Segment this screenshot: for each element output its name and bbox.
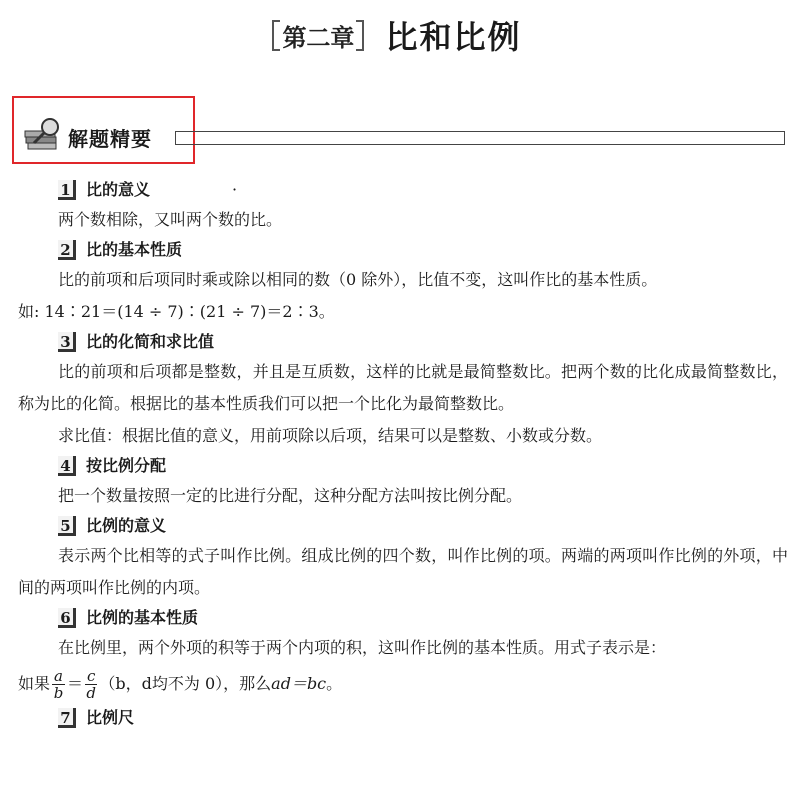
chapter-name: 比和比例 — [385, 18, 522, 56]
numerator: a — [54, 666, 63, 685]
item-number: 6 — [58, 608, 76, 628]
item-4 — [18, 452, 788, 512]
item-3 — [18, 328, 788, 452]
item-heading — [58, 328, 788, 356]
chapter-title — [0, 12, 800, 58]
numerator: c — [86, 666, 96, 685]
example-line: 如: 14∶21＝(14 ÷ 7)∶(21 ÷ 7)＝2∶3。 — [18, 302, 335, 321]
formula-result: ad＝bc — [271, 674, 327, 693]
magnifier-book-icon — [24, 115, 68, 155]
item-paragraph: 在比例里，两个外项的积等于两个内项的积，这叫作比例的基本性质。用式子表示是： — [58, 638, 667, 657]
item-paragraph: 两个数相除，又叫两个数的比。 — [58, 210, 283, 229]
item-heading — [58, 512, 788, 540]
item-paragraph: 比的前项和后项都是整数，并且是互质数，这样的比就是最简整数比。把两个数的比化成最简整数比，称为比的化简。根据比的基本性质我们可以把一个比化为最简整数比。 — [18, 362, 788, 413]
item-heading — [58, 236, 788, 264]
item-heading — [58, 604, 788, 632]
proportion-formula — [18, 664, 788, 704]
item-5 — [18, 512, 788, 604]
item-number: 5 — [58, 516, 76, 536]
section-header — [18, 113, 783, 153]
item-number: 7 — [58, 708, 76, 728]
item-number: 2 — [58, 240, 76, 260]
item-number: 3 — [58, 332, 76, 352]
item-1 — [18, 176, 788, 236]
equals-sign: ＝ — [66, 674, 83, 693]
fraction-a-over-b — [52, 668, 65, 701]
fraction-c-over-d — [85, 668, 97, 701]
header-bar — [175, 131, 785, 145]
formula-prefix: 如果 — [18, 674, 51, 693]
item-title: 比例的基本性质 — [86, 608, 199, 627]
formula-condition: （b，d均不为 0），那么 — [99, 674, 272, 693]
content — [18, 176, 788, 732]
item-title: 比例的意义 — [86, 516, 167, 535]
item-paragraph: 把一个数量按照一定的比进行分配，这种分配方法叫按比例分配。 — [58, 486, 523, 505]
item-number: 1 — [58, 180, 76, 200]
item-paragraph: 表示两个比相等的式子叫作比例。组成比例的四个数，叫作比例的项。两端的两项叫作比例的外项，中间的两项叫作比例的内项。 — [18, 546, 788, 597]
denominator: d — [86, 683, 96, 702]
denominator: b — [53, 683, 64, 702]
section-title: 解题精要 — [68, 127, 152, 151]
item-title: 比的化简和求比值 — [86, 332, 215, 351]
stray-dot: · — [232, 180, 238, 199]
item-paragraph: 求比值：根据比值的意义，用前项除以后项，结果可以是整数、小数或分数。 — [58, 426, 603, 445]
item-6 — [18, 604, 788, 704]
chapter-number: 第二章 — [278, 18, 358, 53]
item-number: 4 — [58, 456, 76, 476]
item-7 — [18, 704, 788, 732]
item-title: 比的意义 — [86, 180, 151, 199]
item-heading — [58, 176, 788, 204]
item-heading — [58, 704, 788, 732]
item-heading — [58, 452, 788, 480]
item-title: 按比例分配 — [86, 456, 167, 475]
item-paragraph: 比的前项和后项同时乘或除以相同的数（0 除外），比值不变，这叫作比的基本性质。 — [58, 270, 658, 289]
formula-end: 。 — [326, 674, 343, 693]
item-title: 比的基本性质 — [86, 240, 183, 259]
item-title: 比例尺 — [86, 708, 135, 727]
item-2 — [18, 236, 788, 328]
